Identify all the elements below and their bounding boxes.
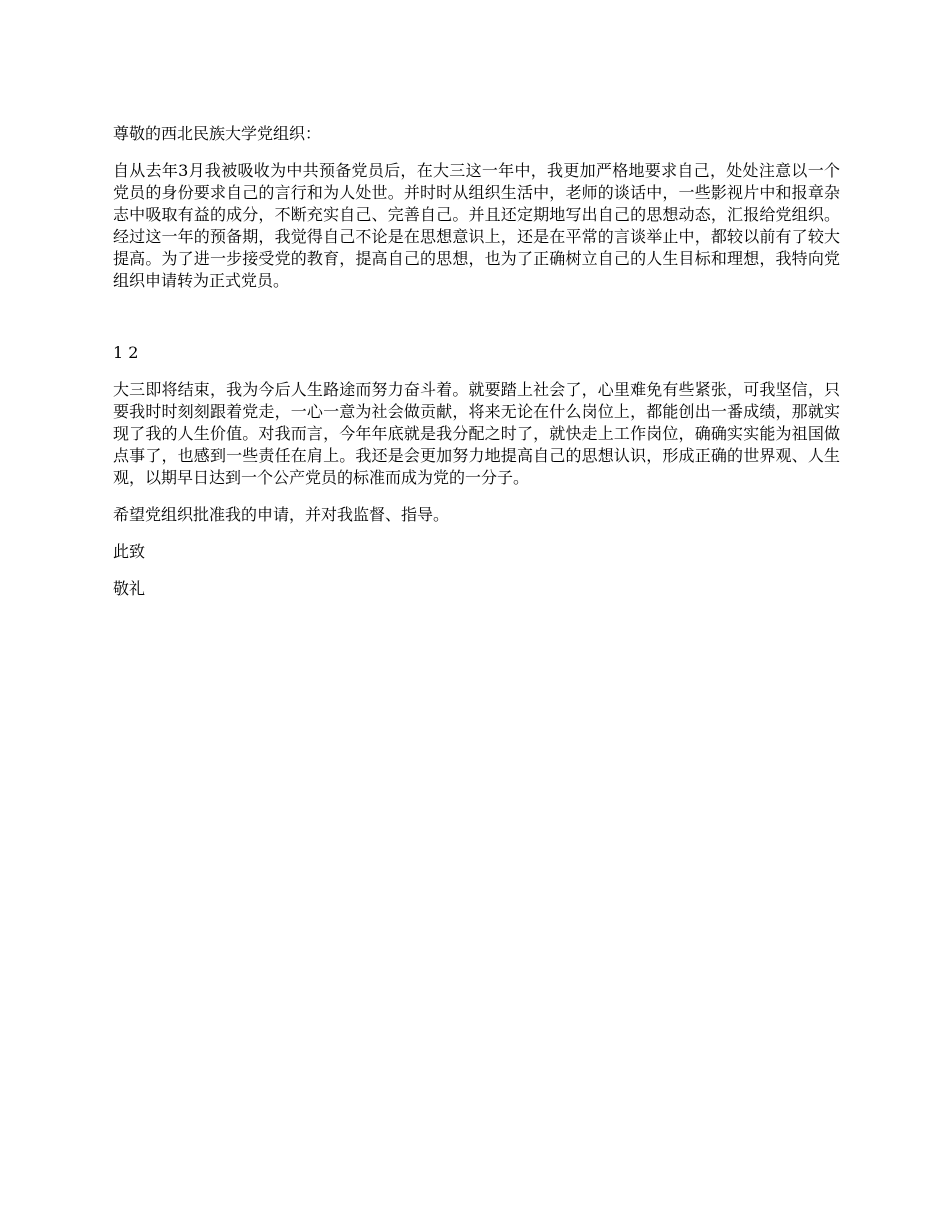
body-paragraph-1: 自从去年3月我被吸收为中共预备党员后，在大三这一年中，我更加严格地要求自己，处处注意以一个党员的身份要求自己的言行和为人处世。并时时从组织生活中，老师的谈话中，一些影视片中和报章杂志中吸取有益的成分，不断充实自己、完善自己。并且还定期地写出自己的思想动态，汇报给党组织。经过这一年的预备期，我觉得自己不论是在思想意识上，还是在平常的言谈举止中，都较以前有了较大提高。为了进一步接受党的教育，提高自己的思想，也为了正确树立自己的人生目标和理想，我特向党组织申请转为正式党员。 (113, 161, 840, 290)
page-marker: 1 2 (113, 343, 139, 362)
closing-greeting: 此致 (113, 542, 146, 561)
document-page (113, 123, 840, 615)
salutation: 尊敬的西北民族大学党组织： (113, 124, 322, 143)
closing-salute: 敬礼 (113, 579, 146, 598)
body-paragraph-3: 希望党组织批准我的申请，并对我监督、指导。 (113, 505, 450, 524)
section-gap (113, 307, 840, 342)
body-paragraph-2: 大三即将结束，我为今后人生路途而努力奋斗着。就要踏上社会了，心里难免有些紧张，可我坚信，只要我时时刻刻跟着党走，一心一意为社会做贡献，将来无论在什么岗位上，都能创出一番成绩，那就实现了我的人生价值。对我而言，今年年底就是我分配之时了，就快走上工作岗位，确确实实能为祖国做点事了，也感到一些责任在肩上。我还是会更加努力地提高自己的思想认识，形成正确的世界观、人生观，以期早日达到一个公产党员的标准而成为党的一分子。 (113, 380, 840, 487)
